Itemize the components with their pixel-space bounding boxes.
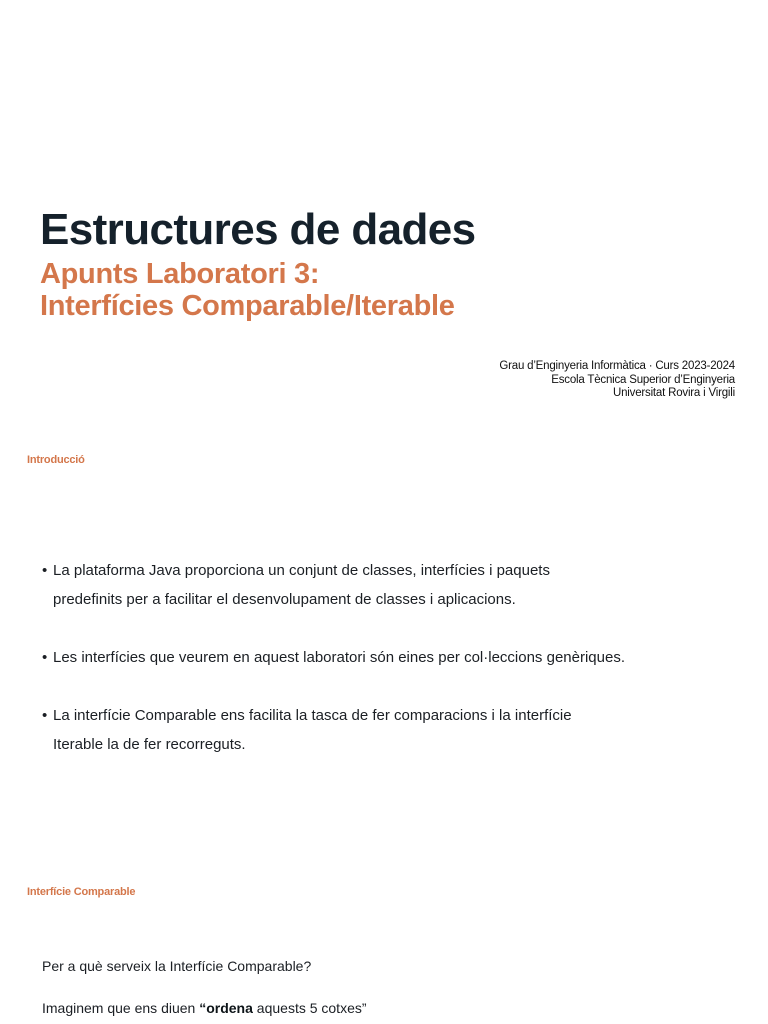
comparable-example	[42, 1000, 367, 1016]
example-emphasis: ordena	[206, 1000, 253, 1016]
section-heading-introduction: Introducció	[27, 454, 85, 466]
subtitle-line-2: Interfícies Comparable/Iterable	[40, 290, 455, 322]
bullet-marker: •	[42, 707, 48, 724]
introduction-bullet-list	[42, 556, 722, 788]
section-heading-comparable: Interfície Comparable	[27, 886, 136, 898]
bullet-marker: •	[42, 562, 48, 579]
bullet-text: Les interfícies que veurem en aquest laboratori són eines per col·leccions genèriques.	[53, 649, 625, 666]
document-title: Estructures de dades	[40, 205, 476, 254]
quote-open: “	[199, 1000, 207, 1016]
course-university: Universitat Rovira i Virgili	[612, 387, 735, 399]
course-school: Escola Tècnica Superior d’Enginyeria	[551, 373, 735, 386]
bullet-text: Iterable la de fer recorreguts.	[53, 736, 246, 753]
bullet-marker: •	[42, 649, 48, 666]
example-text: Imaginem que ens diuen	[42, 1000, 200, 1016]
example-text: aquests 5 cotxes	[252, 1000, 362, 1016]
bullet-item-2	[42, 643, 722, 672]
document-subtitle	[40, 258, 455, 322]
quote-close: ”	[361, 1000, 367, 1016]
course-info	[499, 360, 735, 401]
subtitle-line-1: Apunts Laboratori 3:	[40, 258, 320, 290]
bullet-text: La interfície Comparable ens facilita la tasca de fer comparacions i la interfície	[53, 707, 572, 724]
comparable-question: Per a què serveix la Interfície Comparable?	[42, 958, 312, 974]
bullet-item-3	[42, 701, 722, 759]
course-degree: Grau d’Enginyeria Informàtica · Curs 2023-2024	[499, 360, 735, 372]
bullet-text: predefinits per a facilitar el desenvolupament de classes i aplicacions.	[53, 591, 516, 608]
bullet-item-1	[42, 556, 722, 614]
bullet-text: La plataforma Java proporciona un conjunt de classes, interfícies i paquets	[53, 562, 550, 579]
